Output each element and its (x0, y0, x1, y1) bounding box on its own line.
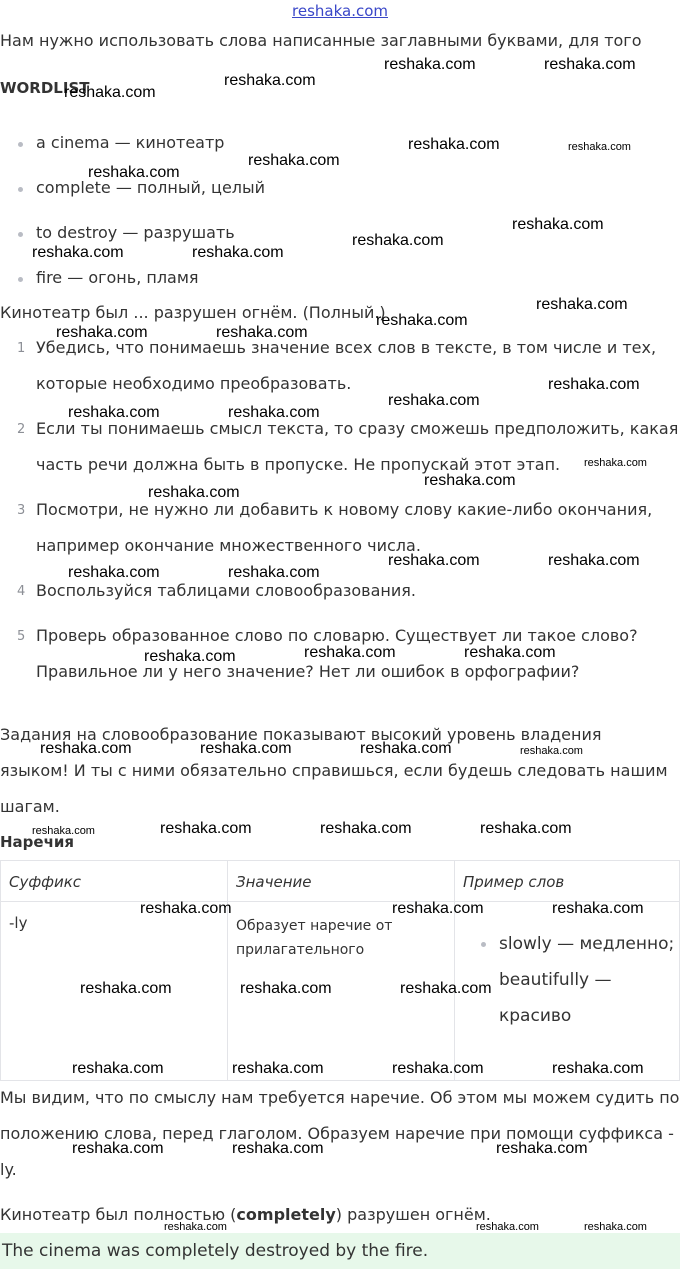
watermark: reshaka.com (56, 324, 148, 341)
watermark: reshaka.com (584, 1221, 647, 1233)
watermark: reshaka.com (352, 232, 444, 249)
step-text: Посмотри, не нужно ли добавить к новому слову какие-либо окончания, (36, 500, 653, 519)
wordlist-item: to destroy — разрушать (36, 223, 235, 242)
watermark: reshaka.com (388, 552, 480, 569)
watermark: reshaka.com (248, 152, 340, 169)
watermark: reshaka.com (584, 457, 647, 469)
watermark: reshaka.com (40, 740, 132, 757)
example-word: slowly — медленно; (499, 934, 675, 954)
watermark: reshaka.com (80, 980, 172, 997)
table-heading: Наречия (0, 833, 75, 851)
explanation-text: ly. (0, 1160, 17, 1179)
watermark: reshaka.com (548, 552, 640, 569)
bullet-icon (18, 142, 23, 147)
bullet-icon (18, 277, 23, 282)
watermark: reshaka.com (424, 472, 516, 489)
watermark: reshaka.com (88, 164, 180, 181)
watermark: reshaka.com (144, 648, 236, 665)
watermark: reshaka.com (388, 392, 480, 409)
watermark: reshaka.com (400, 980, 492, 997)
watermark: reshaka.com (72, 1060, 164, 1077)
watermark: reshaka.com (164, 1221, 227, 1233)
wordlist-item: complete — полный, целый (36, 178, 266, 197)
step-text: Воспользуйся таблицами словообразования. (36, 581, 416, 600)
watermark: reshaka.com (408, 136, 500, 153)
table-cell-suffix: -ly (1, 902, 228, 1081)
watermark: reshaka.com (200, 740, 292, 757)
step-text: часть речи должна быть в пропуске. Не пропускай этот этап. (36, 455, 561, 474)
watermark: reshaka.com (192, 244, 284, 261)
step-text: которые необходимо преобразовать. (36, 374, 352, 393)
watermark: reshaka.com (520, 745, 583, 757)
summary-text: Задания на словообразование показывают высокий уровень владения (0, 725, 602, 744)
step-text: Проверь образованное слово по словарю. Существует ли такое слово? (36, 626, 638, 645)
watermark: reshaka.com (464, 644, 556, 661)
watermark: reshaka.com (232, 1060, 324, 1077)
watermark: reshaka.com (480, 820, 572, 837)
result-sentence: Кинотеатр был полностью (completely) разрушен огнём. (0, 1205, 491, 1224)
step-number: 2 (17, 422, 26, 437)
example-word: beautifully — (499, 970, 612, 990)
watermark: reshaka.com (360, 740, 452, 757)
step-number: 5 (17, 629, 26, 644)
wordlist-heading: WORDLIST (0, 79, 90, 97)
watermark: reshaka.com (32, 825, 95, 837)
watermark: reshaka.com (496, 1140, 588, 1157)
watermark: reshaka.com (148, 484, 240, 501)
watermark: reshaka.com (140, 900, 232, 917)
watermark: reshaka.com (232, 1140, 324, 1157)
watermark: reshaka.com (384, 56, 476, 73)
watermark: reshaka.com (68, 404, 160, 421)
watermark: reshaka.com (376, 312, 468, 329)
table-header-row (1, 861, 680, 902)
explanation-text: Мы видим, что по смыслу нам требуется наречие. Об этом мы можем судить по (0, 1088, 680, 1107)
watermark: reshaka.com (240, 980, 332, 997)
wordlist-item: a cinema — кинотеатр (36, 133, 225, 152)
step-text: Убедись, что понимаешь значение всех слов в тексте, в том числе и тех, (36, 338, 657, 357)
answer-text: The cinema was completely destroyed by the fire. (2, 1241, 429, 1261)
bullet-icon (481, 942, 486, 947)
example-word: красиво (499, 1006, 572, 1026)
watermark: reshaka.com (320, 820, 412, 837)
watermark: reshaka.com (304, 644, 396, 661)
watermark: reshaka.com (392, 900, 484, 917)
table-cell-meaning: Образует наречие от прилагательного (228, 902, 455, 1081)
watermark: reshaka.com (72, 1140, 164, 1157)
watermark: reshaka.com (160, 820, 252, 837)
summary-text: языком! И ты с ними обязательно справишься, если будешь следовать нашим (0, 761, 668, 780)
watermark: reshaka.com (552, 900, 644, 917)
step-number: 1 (17, 341, 26, 356)
table-header-cell: Пример слов (455, 861, 680, 902)
watermark: reshaka.com (552, 1060, 644, 1077)
watermark: reshaka.com (64, 84, 156, 101)
step-number: 3 (17, 503, 26, 518)
bullet-icon (18, 187, 23, 192)
step-number: 4 (17, 584, 26, 599)
task-sentence: Кинотеатр был ... разрушен огнём. (Полный.) (0, 303, 386, 322)
summary-text: шагам. (0, 797, 60, 816)
answer-banner (0, 1233, 680, 1269)
explanation-text: положению слова, перед глаголом. Образуем наречие при помощи суффикса - (0, 1124, 674, 1143)
watermark: reshaka.com (568, 141, 631, 153)
watermark: reshaka.com (68, 564, 160, 581)
table-header-cell: Значение (228, 861, 455, 902)
intro-text: Нам нужно использовать слова написанные заглавными буквами, для того (0, 31, 642, 50)
watermark: reshaka.com (392, 1060, 484, 1077)
watermark: reshaka.com (536, 296, 628, 313)
step-text: Правильное ли у него значение? Нет ли ошибок в орфографии? (36, 662, 580, 681)
step-text: Если ты понимаешь смысл текста, то сразу сможешь предположить, какая (36, 419, 679, 438)
answer-word: completely (236, 1205, 336, 1224)
watermark: reshaka.com (32, 244, 124, 261)
wordlist-item: fire — огонь, пламя (36, 268, 199, 287)
table-header-cell: Суффикс (1, 861, 228, 902)
site-link[interactable]: reshaka.com (292, 2, 388, 20)
watermark: reshaka.com (216, 324, 308, 341)
watermark: reshaka.com (228, 404, 320, 421)
step-text: например окончание множественного числа. (36, 536, 421, 555)
watermark: reshaka.com (228, 564, 320, 581)
watermark: reshaka.com (512, 216, 604, 233)
watermark: reshaka.com (476, 1221, 539, 1233)
watermark: reshaka.com (544, 56, 636, 73)
bullet-icon (18, 232, 23, 237)
suffix-table (0, 860, 680, 1081)
watermark: reshaka.com (548, 376, 640, 393)
watermark: reshaka.com (224, 72, 316, 89)
